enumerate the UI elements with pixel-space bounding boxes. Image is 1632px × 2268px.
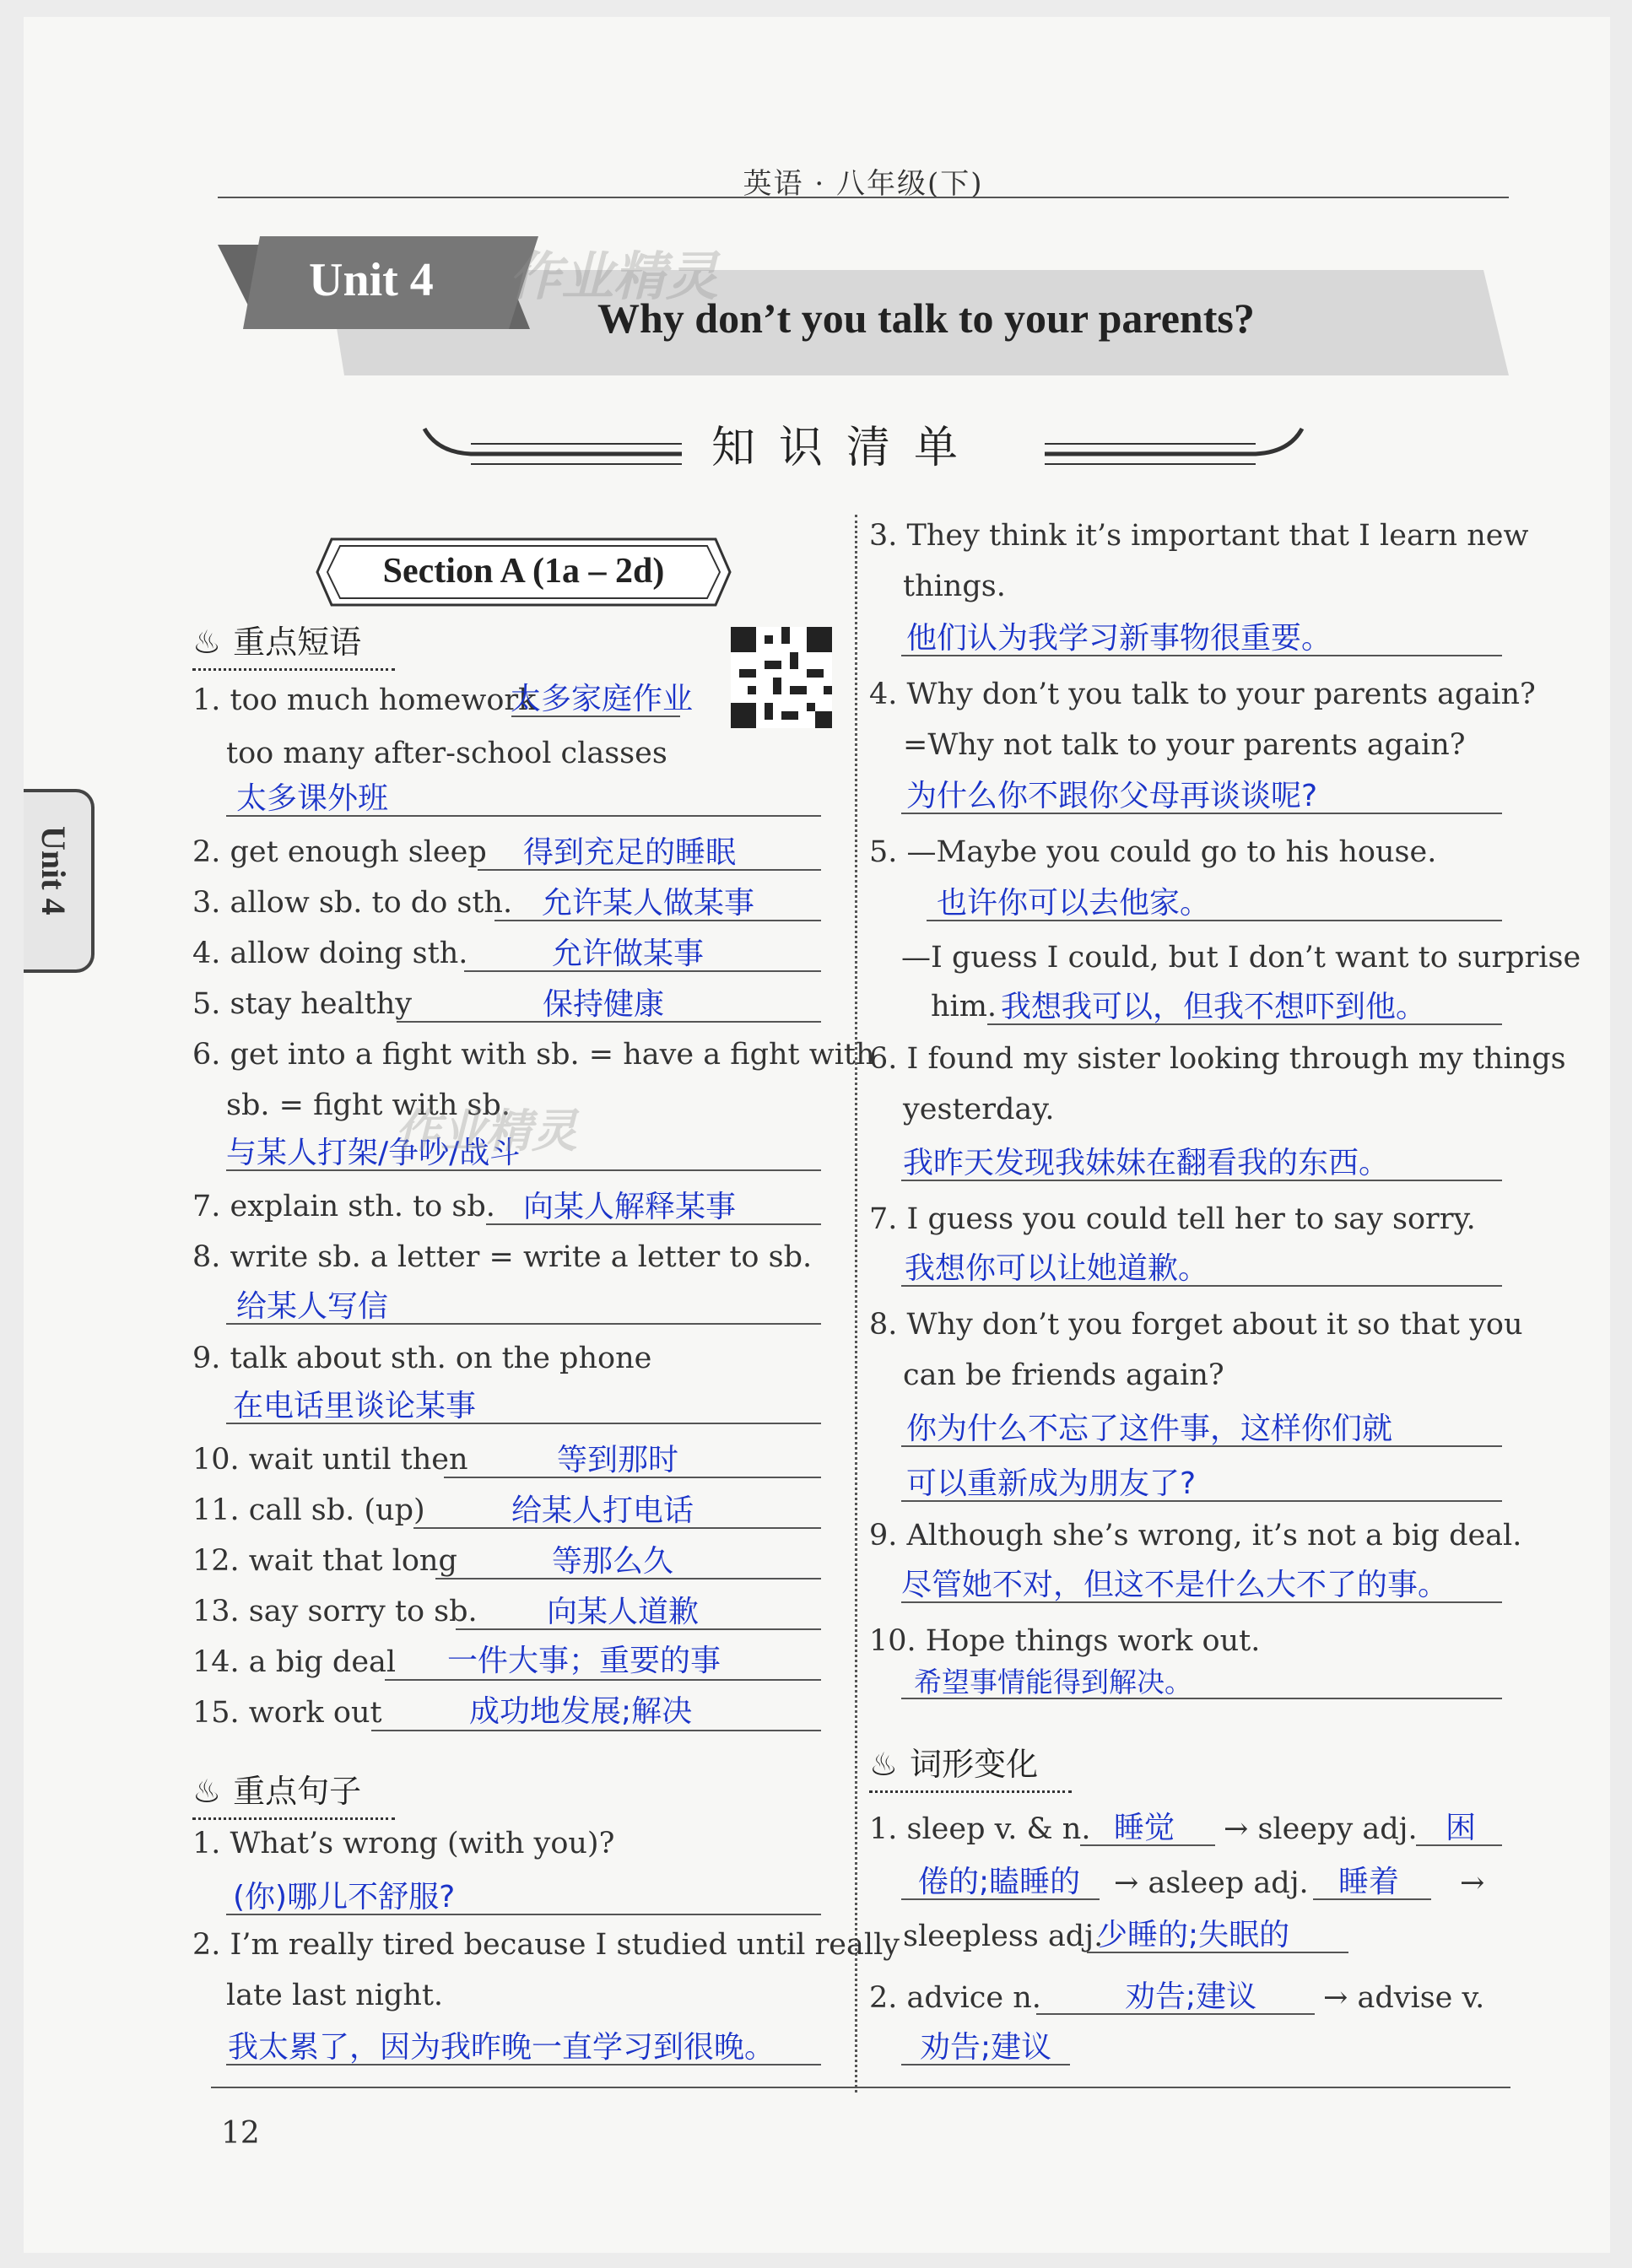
answer-line xyxy=(901,1601,1502,1603)
answer-line xyxy=(397,1021,821,1023)
phrase-2: 2. get enough sleep xyxy=(192,835,487,869)
sentence-6-answer: 我昨天发现我妹妹在翻看我的东西。 xyxy=(903,1146,1390,1180)
sentence-4: 4. Why don’t you talk to your parents again? xyxy=(869,678,1536,711)
answer-line xyxy=(1080,1844,1215,1846)
sentence-9: 9. Although she’s wrong, it’s not a big deal. xyxy=(869,1519,1522,1552)
word-form-1-answer-4: 睡着 xyxy=(1338,1865,1400,1899)
phrase-12: 12. wait that long xyxy=(192,1544,457,1578)
phrase-4: 4. allow doing sth. xyxy=(192,937,468,970)
answer-line xyxy=(226,1914,821,1915)
sentence-5-reply-cont: him. xyxy=(931,990,997,1023)
answer-line xyxy=(901,1698,1502,1699)
sentence-8-answer: 你为什么不忘了这件事，这样你们就 xyxy=(906,1412,1393,1446)
header-rule xyxy=(218,197,1509,198)
answer-line xyxy=(385,1679,821,1681)
word-form-2-advise: → advise v. xyxy=(1323,1981,1485,2015)
sentence-8: 8. Why don’t you forget about it so that you xyxy=(869,1308,1523,1342)
answer-line xyxy=(226,2064,821,2066)
answer-line xyxy=(494,920,821,921)
answer-line xyxy=(444,1477,821,1478)
sentence-2: 2. I’m really tired because I studied until really xyxy=(192,1928,900,1962)
answer-line xyxy=(226,815,821,817)
answer-line xyxy=(901,1898,1100,1900)
answer-line xyxy=(901,813,1502,814)
sentence-5-answer: 也许你可以去他家。 xyxy=(937,886,1211,921)
sentence-4-cont: =Why not talk to your parents again? xyxy=(903,728,1466,762)
phrases-heading: ♨ 重点短语 xyxy=(192,616,361,662)
answer-line xyxy=(987,1023,1502,1025)
watermark: 作业精灵 xyxy=(395,1104,577,1158)
word-form-1-answer-5: 少睡的;失眠的 xyxy=(1097,1918,1290,1952)
answer-line xyxy=(226,1323,821,1325)
phrase-7-answer: 向某人解释某事 xyxy=(523,1190,737,1224)
answer-line xyxy=(456,1628,821,1630)
answer-line xyxy=(927,920,1502,921)
phrase-7: 7. explain sth. to sb. xyxy=(192,1190,495,1223)
phrase-1: 1. too much homework xyxy=(192,683,537,717)
word-form-1-sleepless: sleepless adj. xyxy=(903,1920,1104,1953)
page-header xyxy=(218,17,1509,201)
answer-line xyxy=(226,1423,821,1424)
steam-icon: ♨ xyxy=(192,624,222,661)
phrase-11-answer: 给某人打电话 xyxy=(511,1493,694,1528)
answer-line xyxy=(901,1180,1502,1181)
side-tab-label: Unit 4 xyxy=(35,826,73,915)
sentence-10: 10. Hope things work out. xyxy=(869,1624,1261,1658)
steam-icon: ♨ xyxy=(869,1746,899,1783)
qr-code-icon[interactable] xyxy=(731,626,832,729)
sentence-2-answer: 我太累了，因为我昨晚一直学习到很晚。 xyxy=(228,2030,775,2065)
sentence-6: 6. I found my sister looking through my things xyxy=(869,1042,1566,1076)
word-form-1-answer-1: 睡觉 xyxy=(1114,1811,1175,1845)
phrase-10-answer: 等到那时 xyxy=(557,1443,679,1477)
phrase-14-answer: 一件大事；重要的事 xyxy=(447,1644,721,1678)
phrase-6: 6. get into a fight with sb. = have a fight with xyxy=(192,1038,875,1072)
answer-line xyxy=(413,1527,821,1529)
sentence-4-answer: 为什么你不跟你父母再谈谈呢? xyxy=(906,779,1318,813)
sentence-6-cont: yesterday. xyxy=(903,1093,1055,1126)
word-form-1-arrow: → xyxy=(1460,1866,1485,1900)
answer-line xyxy=(901,655,1502,656)
sentence-5-reply-answer: 我想我可以，但我不想吓到他。 xyxy=(1001,990,1427,1024)
footer-rule xyxy=(211,2087,1510,2088)
phrase-11: 11. call sb. (up) xyxy=(192,1493,425,1527)
answer-line xyxy=(478,869,821,871)
phrase-2-answer: 得到充足的睡眠 xyxy=(523,835,737,870)
sentence-8-answer-cont: 可以重新成为朋友了? xyxy=(906,1466,1197,1501)
answer-line xyxy=(901,2064,1070,2066)
phrase-5-answer: 保持健康 xyxy=(543,987,665,1022)
unit-title: Why don’t you talk to your parents? xyxy=(597,294,1255,342)
phrase-6-cont: sb. = fight with sb. xyxy=(226,1088,511,1122)
phrase-13: 13. say sorry to sb. xyxy=(192,1595,478,1628)
knowledge-list-title: 知识清单 xyxy=(711,423,982,473)
sentence-5-reply: —I guess I could, but I don’t want to surprise xyxy=(901,941,1581,975)
word-form-2-answer-2: 劝告;建议 xyxy=(920,2030,1052,2065)
phrase-1-answer: 太多家庭作业 xyxy=(511,682,694,716)
phrase-9-answer: 在电话里谈论某事 xyxy=(233,1389,477,1423)
phrase-5: 5. stay healthy xyxy=(192,987,413,1021)
phrase-4-answer: 允许做某事 xyxy=(552,937,705,971)
word-form-1-asleep: → asleep adj. xyxy=(1114,1866,1309,1900)
answer-line xyxy=(486,1223,821,1225)
phrase-14: 14. a big deal xyxy=(192,1645,397,1679)
header-title: 英语 · 八年级(下) xyxy=(743,167,984,201)
word-form-1-sleep: 1. sleep v. & n. xyxy=(869,1812,1091,1846)
answer-line xyxy=(1087,1952,1348,1953)
word-form-2-answer-1: 劝告;建议 xyxy=(1125,1979,1257,2014)
sentence-8-cont: can be friends again? xyxy=(903,1358,1224,1392)
page-number: 12 xyxy=(221,2116,260,2151)
phrase-12-answer: 等那么久 xyxy=(552,1544,674,1579)
word-forms-heading: ♨ 词形变化 xyxy=(869,1738,1038,1785)
phrase-10: 10. wait until then xyxy=(192,1443,468,1477)
section-a-title: Section A (1a – 2d) xyxy=(382,552,665,591)
word-form-1-answer-3: 倦的;瞌睡的 xyxy=(918,1865,1081,1899)
sentence-1: 1. What’s wrong (with you)? xyxy=(192,1827,615,1860)
phrase-8: 8. write sb. a letter = write a letter to sb. xyxy=(192,1240,813,1274)
sentence-10-answer: 希望事情能得到解决。 xyxy=(914,1666,1192,1698)
sentences-heading: ♨ 重点句子 xyxy=(192,1765,361,1812)
phrase-1b: too many after-school classes xyxy=(226,737,667,770)
sentence-2-cont: late last night. xyxy=(226,1979,444,2012)
unit-label: Unit 4 xyxy=(309,254,434,306)
watermark: 作业精灵 xyxy=(509,246,719,307)
phrase-15: 15. work out xyxy=(192,1696,382,1730)
unit-banner xyxy=(218,236,1509,384)
answer-line xyxy=(511,716,680,717)
sentence-3: 3. They think it’s important that I learn new xyxy=(869,519,1529,553)
answer-line xyxy=(901,1285,1502,1287)
phrase-13-answer: 向某人道歉 xyxy=(547,1595,700,1629)
page xyxy=(24,17,1610,2253)
sentence-9-answer: 尽管她不对，但这不是什么大不了的事。 xyxy=(901,1568,1449,1602)
phrase-3: 3. allow sb. to do sth. xyxy=(192,886,513,920)
word-form-1-answer-2: 困 xyxy=(1446,1811,1477,1845)
sentence-3-answer: 他们认为我学习新事物很重要。 xyxy=(906,621,1332,656)
word-form-2-advice: 2. advice n. xyxy=(869,1981,1041,2015)
side-tab xyxy=(24,789,95,973)
answer-line xyxy=(1313,1898,1431,1900)
answer-line xyxy=(435,1578,821,1580)
steam-icon: ♨ xyxy=(192,1773,222,1810)
section-a-label xyxy=(315,536,732,608)
answer-line xyxy=(464,970,821,972)
phrase-3-answer: 允许某人做某事 xyxy=(542,886,755,921)
sentence-1-answer: (你)哪儿不舒服? xyxy=(233,1880,456,1914)
answer-line xyxy=(901,1500,1502,1502)
phrase-15-answer: 成功地发展;解决 xyxy=(469,1694,693,1729)
answer-line xyxy=(1416,1844,1502,1846)
sentence-3-cont: things. xyxy=(903,570,1006,603)
answer-line xyxy=(1036,2013,1315,2015)
answer-line xyxy=(371,1730,821,1731)
column-divider xyxy=(855,515,857,2092)
phrase-6-answer: 与某人打架/争吵/战斗 xyxy=(226,1136,521,1170)
knowledge-list-title-bar xyxy=(420,403,1306,479)
phrase-1b-answer: 太多课外班 xyxy=(236,781,389,816)
sentence-7-answer: 我想你可以让她道歉。 xyxy=(905,1251,1209,1286)
phrase-8-answer: 给某人写信 xyxy=(236,1289,389,1324)
word-form-1-sleepy: → sleepy adj. xyxy=(1224,1812,1418,1846)
sentence-5: 5. —Maybe you could go to his house. xyxy=(869,835,1437,869)
phrase-9: 9. talk about sth. on the phone xyxy=(192,1342,652,1375)
sentence-7: 7. I guess you could tell her to say sorry. xyxy=(869,1202,1476,1236)
answer-line xyxy=(901,1445,1502,1447)
answer-line xyxy=(226,1169,821,1171)
